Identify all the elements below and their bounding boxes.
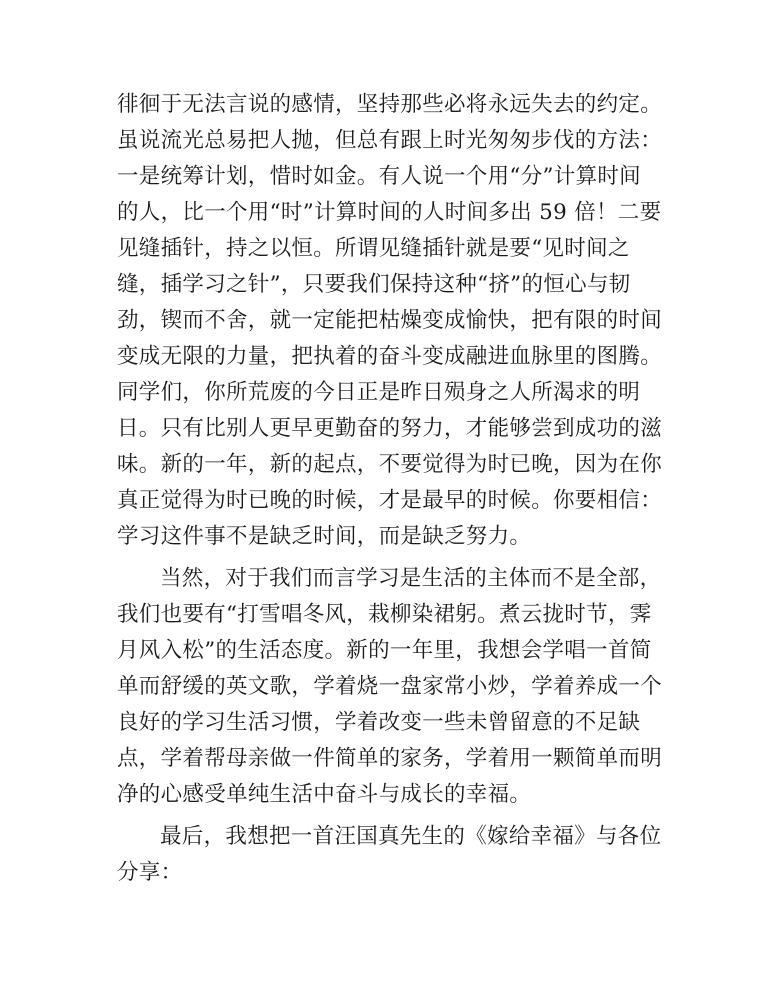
- text-line: 同学们，你所荒废的今日正是昨日殒身之人所渴求的明: [117, 380, 641, 405]
- paragraph-first-line: 最后，我想把一首汪国真先生的《嫁给幸福》与各位: [160, 824, 662, 849]
- text-line: 月风入松”的生活态度。新的一年里，我想会学唱一首简: [117, 638, 652, 663]
- paragraph-first-line: 当然，对于我们而言学习是生活的主体而不是全部，: [160, 566, 662, 591]
- text-line: 劲，锲而不舍，就一定能把枯燥变成愉快，把有限的时间: [117, 308, 663, 333]
- text-line: 见缝插针，持之以恒。所谓见缝插针就是要“见时间之: [117, 236, 630, 261]
- text-line: 缝，插学习之针”，只要我们保持这种“挤”的恒心与韧: [117, 272, 631, 297]
- text-line: 分享：: [117, 860, 183, 885]
- text-line: 良好的学习生活习惯，学着改变一些未曾留意的不足缺: [117, 710, 641, 735]
- text-line: 真正觉得为时已晚的时候，才是最早的时候。你要相信：: [117, 488, 663, 513]
- text-line: 日。只有比别人更早更勤奋的努力，才能够尝到成功的滋: [117, 416, 663, 441]
- text-line: 一是统筹计划，惜时如金。有人说一个用“分”计算时间: [117, 164, 641, 189]
- text-line: 净的心感受单纯生活中奋斗与成长的幸福。: [117, 782, 532, 807]
- text-line: 徘徊于无法言说的感情，坚持那些必将永远失去的约定。: [117, 92, 663, 117]
- text-line: 虽说流光总易把人抛，但总有跟上时光匆匆步伐的方法：: [117, 128, 663, 153]
- text-line: 点，学着帮母亲做一件简单的家务，学着用一颗简单而明: [117, 746, 663, 771]
- text-line: 味。新的一年，新的起点，不要觉得为时已晚，因为在你: [117, 452, 663, 477]
- text-line: 学习这件事不是缺乏时间，而是缺乏努力。: [117, 524, 532, 549]
- text-line: 我们也要有“打雪唱冬风，栽柳染裙躬。煮云拢时节，霁: [117, 602, 652, 627]
- text-line: 的人，比一个用“时”计算时间的人时间多出 59 倍！二要: [117, 200, 662, 225]
- text-line: 变成无限的力量，把执着的奋斗变成融进血脉里的图腾。: [117, 344, 663, 369]
- text-line: 单而舒缓的英文歌，学着烧一盘家常小炒，学着养成一个: [117, 674, 663, 699]
